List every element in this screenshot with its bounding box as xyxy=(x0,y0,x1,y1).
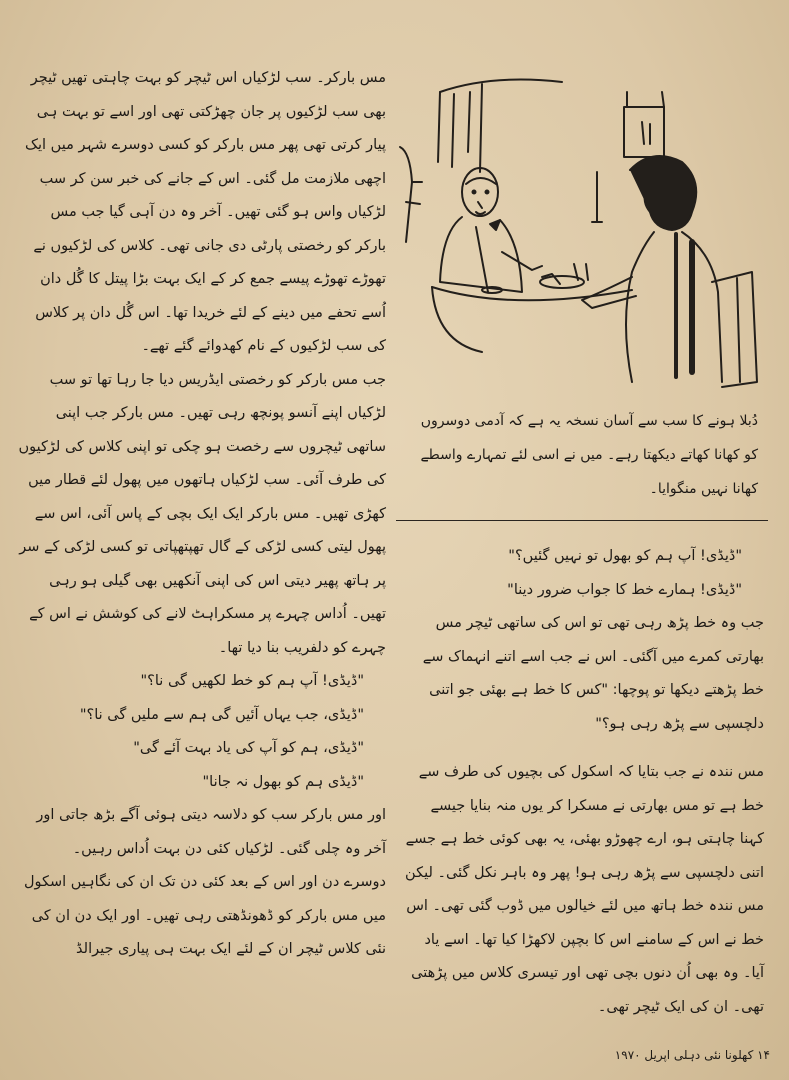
story-paragraph-6: مس نندہ نے جب بتایا کہ اسکول کی بچیوں کی طرف سے خط ہے تو مس بھارتی نے مسکرا کر یوں منہ بنایا جیسے کہنا چاہتی ہو، ارے چھوڑو بھئی، یہ بھی کوئی خط ہے جسے اتنی دلچسپی سے پڑھ رہی ہو! پھر وہ باہر نکل گئی۔ لیکن مس نندہ خط ہاتھ میں لئے خیالوں میں ڈوب گئی تھی۔ اس خط نے اس کے سامنے اس کا بچپن لاکھڑا کیا تھا۔ اسے یاد آیا۔ وہ بھی اُن دنوں بچی تھی اور تیسری کلاس میں پڑھتی تھی۔ ان کی ایک ٹیچر تھی۔ xyxy=(405,764,764,1015)
right-column-top xyxy=(402,540,764,741)
dialogue-line-3: "ڈیڈی، ہم کو آپ کی یاد بہت آئے گی" xyxy=(133,740,364,756)
letter-dialogue-1: "ڈیڈی! آپ ہم کو بھول تو نہیں گئیں؟" xyxy=(508,548,742,564)
dialogue-line-4: "ڈیڈی ہم کو بھول نہ جانا" xyxy=(202,773,364,790)
letter-dialogue-2: "ڈیڈی! ہمارے خط کا جواب ضرور دینا" xyxy=(507,581,742,598)
page-footer: ۱۴ کھلونا نئی دہلی اپریل ۱۹۷۰ xyxy=(614,1048,770,1062)
story-paragraph-5: جب وہ خط پڑھ رہی تھی تو اس کی ساتھی ٹیچر مس بھارتی کمرے میں آگئی۔ اس نے جب اسے اتنے انہماک سے خط پڑھتے دیکھا تو پوچھا: "کس کا خط ہے بھئی جو اتنی دلچسپی سے پڑھ رہی ہو؟" xyxy=(422,615,764,732)
story-paragraph-1: مس بارکر۔ سب لڑکیاں اس ٹیچر کو بہت چاہتی تھیں ٹیچر بھی سب لڑکیوں پر جان چھڑکتی تھی اور اسے تو بہت ہی پیار کرتی تھی پھر مس بارکر کو کسی دوسرے شہر میں ایک اچھی ملازمت مل گئی۔ اس کے جانے کی خبر سن کر سب لڑکیاں واس ہو گئی تھیں۔ آخر وہ دن آہی گیا جب مس بارکر کو رخصتی پارٹی دی جانی تھی۔ کلاس کی لڑکیوں نے تھوڑے تھوڑے پیسے جمع کر کے ایک بہت بڑا پیتل کا گُل دان اُسے تحفے میں دینے کے لئے خریدا تھا۔ اس گُل دان پر کلاس کی سب لڑکیوں کے نام کھدوائے گئے تھے۔ xyxy=(25,70,386,354)
dialogue-line-1: "ڈیڈی! آپ ہم کو خط لکھیں گی نا؟" xyxy=(140,673,364,689)
story-paragraph-4: دوسرے دن اور اس کے بعد کئی دن تک ان کی نگاہیں اسکول میں مس بارکر کو ڈھونڈھتی رہی تھیں۔ اور ایک دن ان کی نئی کلاس ٹیچر ان کے لئے ایک بہت ہی پیاری جیرالڈ xyxy=(23,874,386,957)
section-divider xyxy=(396,520,768,521)
cartoon-illustration xyxy=(392,52,772,397)
right-column-bottom xyxy=(402,756,764,1024)
story-paragraph-2: جب مس بارکر کو رخصتی ایڈریس دیا جا رہا تھا تو سب لڑکیاں اپنے آنسو پونچھ رہی تھیں۔ مس بارکر جب اپنی ساتھی ٹیچروں سے رخصت ہو چکی تو اپنی کلاس کی لڑکیوں کی طرف آئی۔ سب لڑکیاں ہاتھوں میں پھول لئے قطار میں کھڑی تھیں۔ مس بارکر ایک ایک بچی کے پاس آئی، اس سے پھول لیتی کسی لڑکی کے گال تھپتھپاتی تو کسی لڑکی کے سر پر ہاتھ پھیر دیتی اس کی اپنی آنکھیں بھی گیلی ہو رہی تھیں۔ اُداس چہرے پر مسکراہٹ لانے کی کوشش نے اس کے چہرے کو دلفریب بنا دیا تھا۔ xyxy=(18,371,386,656)
left-column xyxy=(18,62,386,967)
cartoon-caption: دُبلا ہونے کا سب سے آسان نسخہ یہ ہے کہ آدمی دوسروں کو کھانا کھاتے دیکھتا رہے۔ میں نے اسی لئے تمہارے واسطے کھانا نہیں منگوایا۔ xyxy=(420,413,758,497)
dialogue-line-2: "ڈیڈی، جب یہاں آئیں گی ہم سے ملیں گی نا؟" xyxy=(79,706,364,723)
story-paragraph-3: اور مس بارکر سب کو دلاسہ دیتی ہوئی آگے بڑھ جاتی اور آخر وہ چلی گئی۔ لڑکیاں کئی دن بہت اُداس رہیں۔ xyxy=(36,807,386,857)
